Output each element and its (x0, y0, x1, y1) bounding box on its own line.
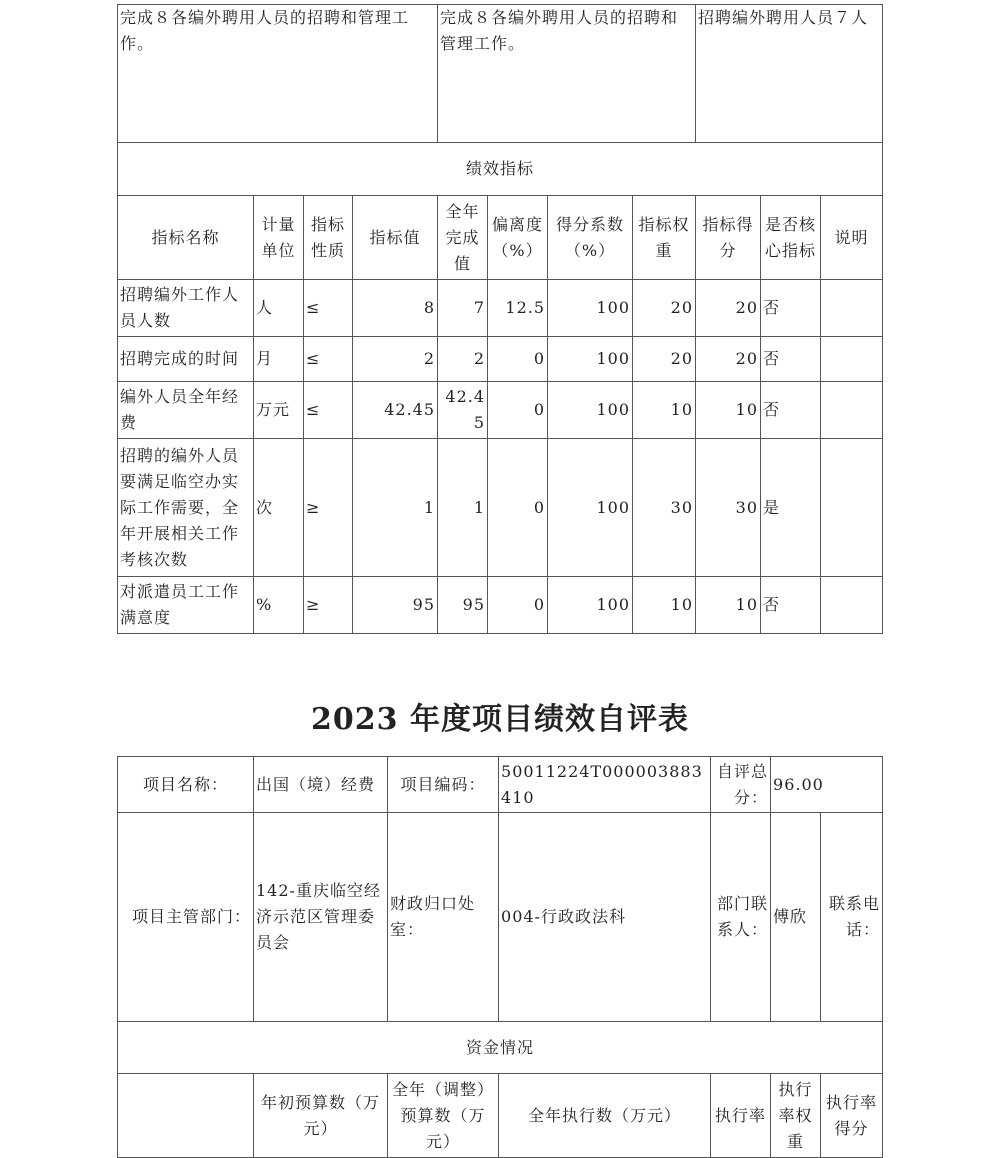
funds-section-row (118, 1022, 883, 1074)
row-name: 编外人员全年经费 (118, 382, 254, 439)
row-core: 否 (761, 337, 821, 382)
table-row (118, 577, 883, 634)
header-name: 指标名称 (118, 196, 254, 280)
row-core: 否 (761, 280, 821, 337)
row-unit: % (254, 577, 304, 634)
row-unit: 月 (254, 337, 304, 382)
header-note: 说明 (821, 196, 883, 280)
row-coef: 100 (548, 439, 633, 577)
row-coef: 100 (548, 280, 633, 337)
row-nature: ≥ (304, 577, 353, 634)
header-value: 指标值 (353, 196, 438, 280)
finance-value: 004-行政政法科 (499, 813, 711, 1022)
row-weight: 20 (633, 280, 696, 337)
row-deviation: 0 (488, 577, 548, 634)
row-name: 招聘完成的时间 (118, 337, 254, 382)
funds-section-title: 资金情况 (118, 1022, 883, 1074)
row-score: 20 (696, 337, 761, 382)
performance-indicator-table (117, 4, 883, 634)
header-adjusted-budget: 全年（调整）预算数（万元） (388, 1074, 499, 1158)
header-coef: 得分系数（%） (548, 196, 633, 280)
row-deviation: 0 (488, 382, 548, 439)
row-weight: 10 (633, 577, 696, 634)
row-note (821, 280, 883, 337)
row-unit: 人 (254, 280, 304, 337)
row-deviation: 12.5 (488, 280, 548, 337)
funds-header-row (118, 1074, 883, 1158)
row-score: 30 (696, 439, 761, 577)
row-deviation: 0 (488, 439, 548, 577)
project-name-label: 项目名称： (118, 757, 254, 813)
goal-cell-1: 完成８各编外聘用人员的招聘和管理工作。 (118, 5, 438, 143)
row-note (821, 382, 883, 439)
header-unit: 计量单位 (254, 196, 304, 280)
row-unit: 万元 (254, 382, 304, 439)
row-weight: 10 (633, 382, 696, 439)
row-coef: 100 (548, 337, 633, 382)
phone-label: 联系电话： (821, 813, 883, 1022)
row-nature: ≤ (304, 337, 353, 382)
goal-cell-2: 完成８各编外聘用人员的招聘和管理工作。 (438, 5, 696, 143)
row-value: 1 (353, 439, 438, 577)
row-deviation: 0 (488, 337, 548, 382)
header-weight: 指标权重 (633, 196, 696, 280)
dept-value: 142-重庆临空经济示范区管理委员会 (254, 813, 388, 1022)
row-value: 2 (353, 337, 438, 382)
header-score: 指标得分 (696, 196, 761, 280)
goal-row (118, 5, 883, 143)
row-core: 否 (761, 577, 821, 634)
row-score: 10 (696, 577, 761, 634)
table-row (118, 280, 883, 337)
row-score: 10 (696, 382, 761, 439)
row-actual: 95 (438, 577, 488, 634)
row-actual: 1 (438, 439, 488, 577)
row-value: 42.45 (353, 382, 438, 439)
header-initial-budget: 年初预算数（万元） (254, 1074, 388, 1158)
row-name: 招聘的编外人员要满足临空办实际工作需要，全年开展相关工作考核次数 (118, 439, 254, 577)
kpi-section-row (118, 143, 883, 196)
row-value: 95 (353, 577, 438, 634)
table-row (118, 382, 883, 439)
row-actual: 2 (438, 337, 488, 382)
header-actual: 全年完成值 (438, 196, 488, 280)
finance-label: 财政归口处室： (388, 813, 499, 1022)
self-score-label: 自评总分： (711, 757, 771, 813)
project-info-table (117, 756, 883, 1158)
header-deviation: 偏离度（%） (488, 196, 548, 280)
project-dept-row (118, 813, 883, 1022)
contact-label: 部门联系人： (711, 813, 771, 1022)
row-weight: 30 (633, 439, 696, 577)
project-code-label: 项目编码： (388, 757, 499, 813)
row-nature: ≤ (304, 280, 353, 337)
contact-value: 傅欣 (771, 813, 821, 1022)
project-code-value: 50011224T000003883410 (499, 757, 711, 813)
header-rate-score: 执行率得分 (821, 1074, 883, 1158)
row-name: 对派遣员工工作满意度 (118, 577, 254, 634)
row-note (821, 439, 883, 577)
header-core: 是否核心指标 (761, 196, 821, 280)
project-name-value: 出国（境）经费 (254, 757, 388, 813)
project-name-row (118, 757, 883, 813)
row-note (821, 577, 883, 634)
goal-cell-3: 招聘编外聘用人员７人 (696, 5, 883, 143)
header-rate-weight: 执行率权重 (771, 1074, 821, 1158)
row-core: 否 (761, 382, 821, 439)
row-weight: 20 (633, 337, 696, 382)
row-actual: 42.45 (438, 382, 488, 439)
dept-label: 项目主管部门： (118, 813, 254, 1022)
row-core: 是 (761, 439, 821, 577)
row-name: 招聘编外工作人员人数 (118, 280, 254, 337)
self-score-value: 96.00 (771, 757, 883, 813)
form-title: 2023 年度项目绩效自评表 (311, 702, 689, 737)
header-nature: 指标性质 (304, 196, 353, 280)
kpi-header-row (118, 196, 883, 280)
row-nature: ≤ (304, 382, 353, 439)
funds-header-blank (118, 1074, 254, 1158)
table-row (118, 439, 883, 577)
row-nature: ≥ (304, 439, 353, 577)
row-coef: 100 (548, 577, 633, 634)
header-execution-rate: 执行率 (711, 1074, 771, 1158)
row-note (821, 337, 883, 382)
header-executed: 全年执行数（万元） (499, 1074, 711, 1158)
row-value: 8 (353, 280, 438, 337)
kpi-section-title: 绩效指标 (118, 143, 883, 196)
table-row (118, 337, 883, 382)
row-actual: 7 (438, 280, 488, 337)
row-coef: 100 (548, 382, 633, 439)
row-score: 20 (696, 280, 761, 337)
row-unit: 次 (254, 439, 304, 577)
